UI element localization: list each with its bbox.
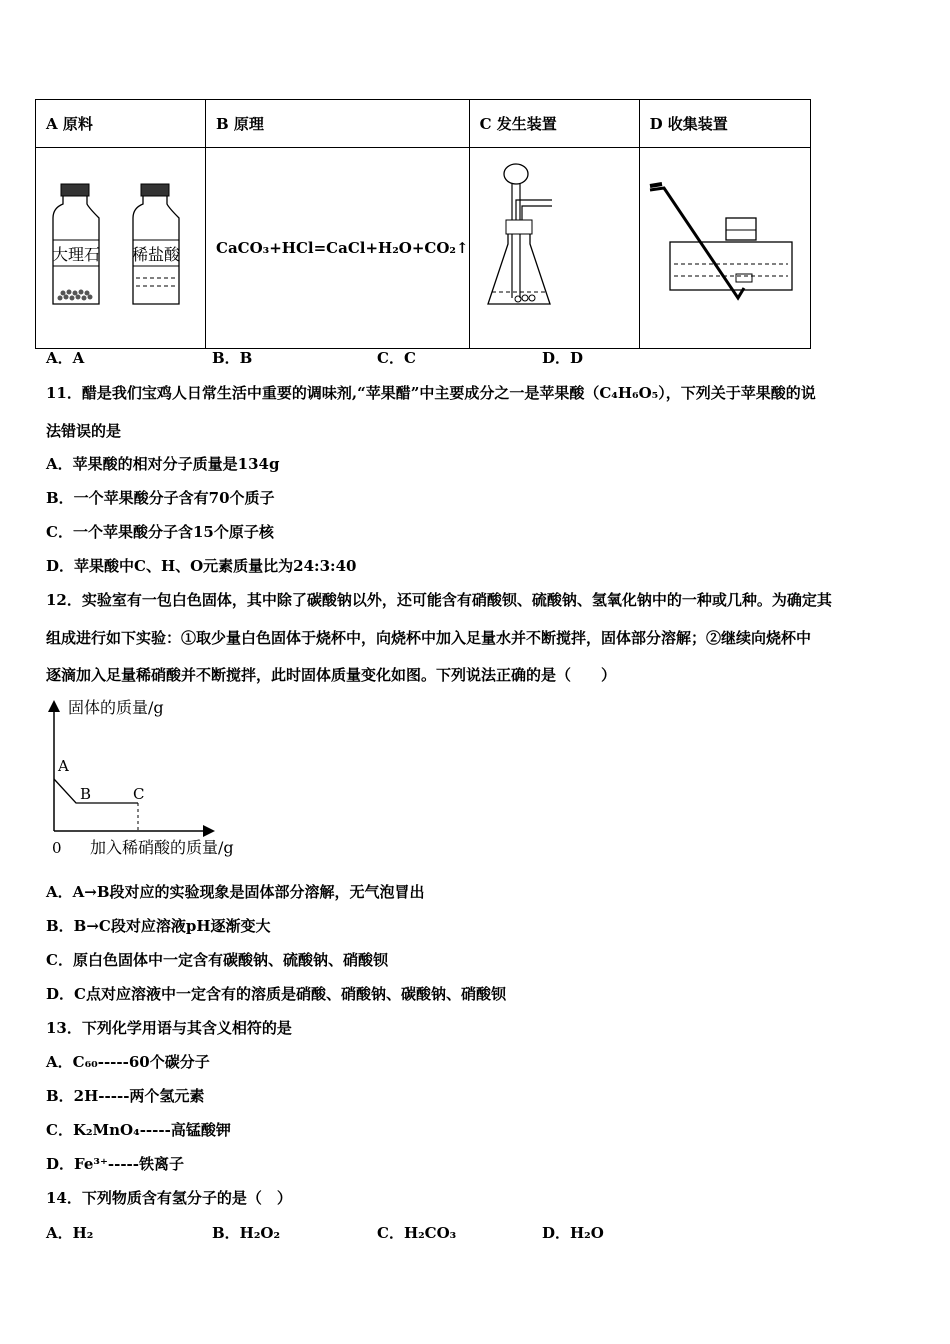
point-b-label: B [80, 785, 92, 803]
q10-option-d[interactable]: D．D [542, 349, 584, 367]
header-c: C 发生装置 [469, 100, 639, 148]
q11-stem-line1: 11．醋是我们宝鸡人日常生活中重要的调味剂,“苹果醋”中主要成分之一是苹果酸（C₄H₆O₅），下列关于苹果酸的说 [46, 384, 816, 402]
q11-option-b[interactable]: B．一个苹果酸分子含有70个质子 [46, 489, 275, 507]
q10-option-c[interactable]: C．C [377, 349, 416, 367]
q13-option-d[interactable]: D．Fe³⁺-----铁离子 [46, 1155, 184, 1173]
q10-option-a[interactable]: A．A [46, 349, 85, 367]
equation-cell [206, 148, 470, 349]
q13-stem: 13．下列化学用语与其含义相符的是 [46, 1019, 292, 1037]
x-axis-label: 加入稀硝酸的质量/g [90, 838, 234, 857]
y-axis-label: 固体的质量/g [68, 698, 164, 717]
q10-option-b[interactable]: B．B [212, 349, 253, 367]
q12-option-b[interactable]: B．B→C段对应溶液pH逐渐变大 [46, 917, 271, 935]
bottle-label-acid: 稀盐酸 [131, 245, 181, 264]
point-a-label: A [58, 757, 69, 775]
q12-stem-line3: 逐滴加入足量稀硝酸并不断搅拌，此时固体质量变化如图。下列说法正确的是（ ） [46, 666, 617, 684]
collection-apparatus-cell [639, 148, 810, 349]
reaction-equation: CaCO₃+HCl=CaCl+H₂O+CO₂↑ [216, 239, 469, 257]
header-d: D 收集装置 [639, 100, 810, 148]
q11-option-a[interactable]: A．苹果酸的相对分子质量是134g [46, 455, 280, 473]
q11-option-c[interactable]: C．一个苹果酸分子含15个原子核 [46, 523, 274, 541]
q14-stem: 14．下列物质含有氢分子的是（ ） [46, 1189, 292, 1207]
q12-stem-line1: 12．实验室有一包白色固体，其中除了碳酸钠以外，还可能含有硝酸钡、硫酸钠、氢氧化钠中的一种或几种。为确定其 [46, 591, 832, 609]
origin-label: 0 [52, 839, 62, 857]
q12-option-d[interactable]: D．C点对应溶液中一定含有的溶质是硝酸、硝酸钠、碳酸钠、硝酸钡 [46, 985, 506, 1003]
q11-stem-line2: 法错误的是 [46, 422, 122, 440]
q13-option-a[interactable]: A．C₆₀-----60个碳分子 [46, 1053, 210, 1071]
solid-mass-graph [40, 695, 260, 865]
reagent-bottles-cell [36, 148, 206, 349]
q14-option-b[interactable]: B．H₂O₂ [212, 1224, 281, 1242]
header-b: B 原理 [206, 100, 470, 148]
q13-option-b[interactable]: B．2H-----两个氢元素 [46, 1087, 205, 1105]
q12-option-a[interactable]: A．A→B段对应的实验现象是固体部分溶解，无气泡冒出 [46, 883, 425, 901]
q11-option-d[interactable]: D．苹果酸中C、H、O元素质量比为24:3:40 [46, 557, 357, 575]
apparatus-table [35, 99, 811, 349]
point-c-label: C [133, 785, 145, 803]
mass-curve [54, 779, 138, 803]
bottle-label-marble: 大理石 [51, 245, 101, 264]
generator-apparatus-cell [469, 148, 639, 349]
q12-stem-line2: 组成进行如下实验：①取少量白色固体于烧杯中，向烧杯中加入足量水并不断搅拌，固体部分溶解；②继续向烧杯中 [46, 629, 812, 647]
q14-option-d[interactable]: D．H₂O [542, 1224, 604, 1242]
q14-option-c[interactable]: C．H₂CO₃ [377, 1224, 457, 1242]
q12-option-c[interactable]: C．原白色固体中一定含有碳酸钠、硫酸钠、硝酸钡 [46, 951, 388, 969]
q14-option-a[interactable]: A．H₂ [46, 1224, 94, 1242]
gas-generator-figure [470, 148, 629, 344]
water-collection-figure [640, 148, 800, 344]
header-a: A 原料 [36, 100, 206, 148]
q13-option-c[interactable]: C．K₂MnO₄-----高锰酸钾 [46, 1121, 231, 1139]
reagent-bottles-figure [36, 148, 205, 344]
